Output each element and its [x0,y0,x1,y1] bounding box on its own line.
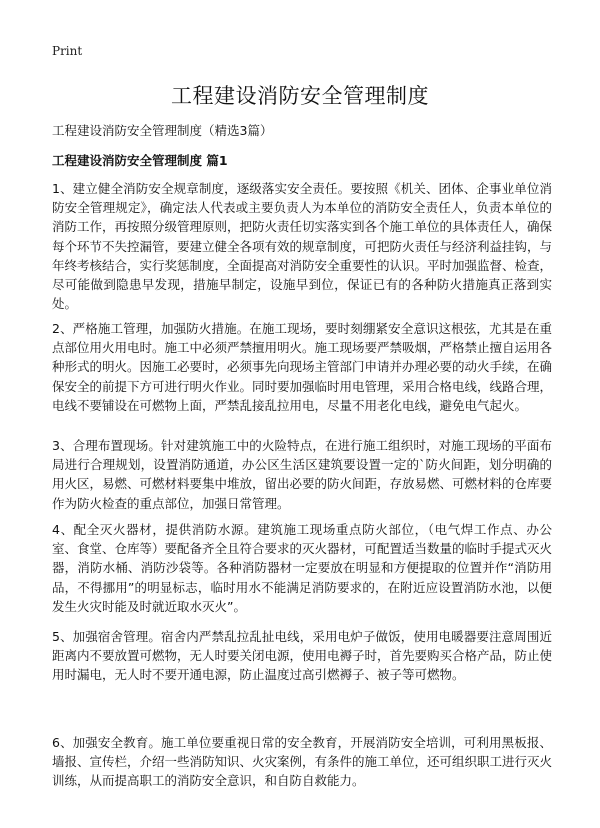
paragraph-2: 2、严格施工管理，加强防火措施。在施工现场，要时刻绷紧安全意识这根弦，尤其是在重点部位用火用电时。施工中必须严禁擅用明火。施工现场要严禁吸烟，严格禁止擅自运用各种形式的明火。因施工必要时，必须事先向现场主管部门申请并办理必要的动火手续，在确保安全的前提下方可进行明火作业。同时要加强临时用电管理，采用合格电线，线路合理，电线不要铺设在可燃物上面，严禁乱接乱拉用电，尽量不用老化电线，避免电气起火。 [52,321,553,413]
section-heading: 工程建设消防安全管理制度 篇1 [52,153,228,168]
page-title: 工程建设消防安全管理制度 [171,84,429,108]
paragraph-3: 3、合理布置现场。针对建筑施工中的火险特点，在进行施工组织时，对施工现场的平面布局进行合理规划，设置消防通道，办公区生活区建筑要设置一定的`防火间距，划分明确的用火区，易燃、可燃材料要集中堆放，留出必要的防火间距，存放易燃、可燃材料的仓库要作为防火检查的重点部位，加强日常管理。 [52,438,553,511]
paragraph-4: 4、配全灭火器材，提供消防水源。建筑施工现场重点防火部位，（电气焊工作点、办公室、食堂、仓库等）要配备齐全且符合要求的灭火器材，可配置适当数量的临时手提式灭火器，消防水桶、消防沙袋等。各种消防器材一定要放在明显和方便提取的位置并作“消防用品，不得挪用”的明显标志，临时用水不能满足消防要求的，在附近应设置消防水池，以便发生火灾时能及时就近取水灭火”。 [52,522,553,614]
paragraph-5: 5、加强宿舍管理。宿舍内严禁乱拉乱扯电线，采用电炉子做饭，使用电暖器要注意周围近距离内不要放置可燃物，无人时要关闭电源，使用电褥子时，首先要购买合格产品，防止使用时漏电，无人时不要开通电源，防止温度过高引燃褥子、被子等可燃物。 [52,629,553,683]
paragraph-1: 1、建立健全消防安全规章制度，逐级落实安全责任。要按照《机关、团体、企事业单位消防安全管理规定》，确定法人代表或主要负责人为本单位的消防安全责任人，负责本单位的消防工作，再按照分级管理原则，把防火责任切实落实到各个施工单位的具体责任人，确保每个环节不失控漏管，要建立健全各项有效的规章制度，可把防火责任与经济利益挂钩，与年终考核结合，实行奖惩制度，全面提高对消防安全重要性的认识。平时加强监督、检查，尽可能做到隐患早发现，措施早制定，设施早到位，保证已有的各种防火措施真正落到实处。 [52,181,553,312]
document-subtitle: 工程建设消防安全管理制度（精选3篇） [52,123,273,138]
print-link[interactable]: Print [52,44,83,58]
paragraph-6: 6、加强安全教育。施工单位要重视日常的安全教育，开展消防安全培训，可利用黑板报、墙报、宣传栏，介绍一些消防知识、火灾案例，有条件的施工单位，还可组织职工进行灭火训练，从而提高职工的消防安全意识，和自防自救能力。 [52,735,553,789]
